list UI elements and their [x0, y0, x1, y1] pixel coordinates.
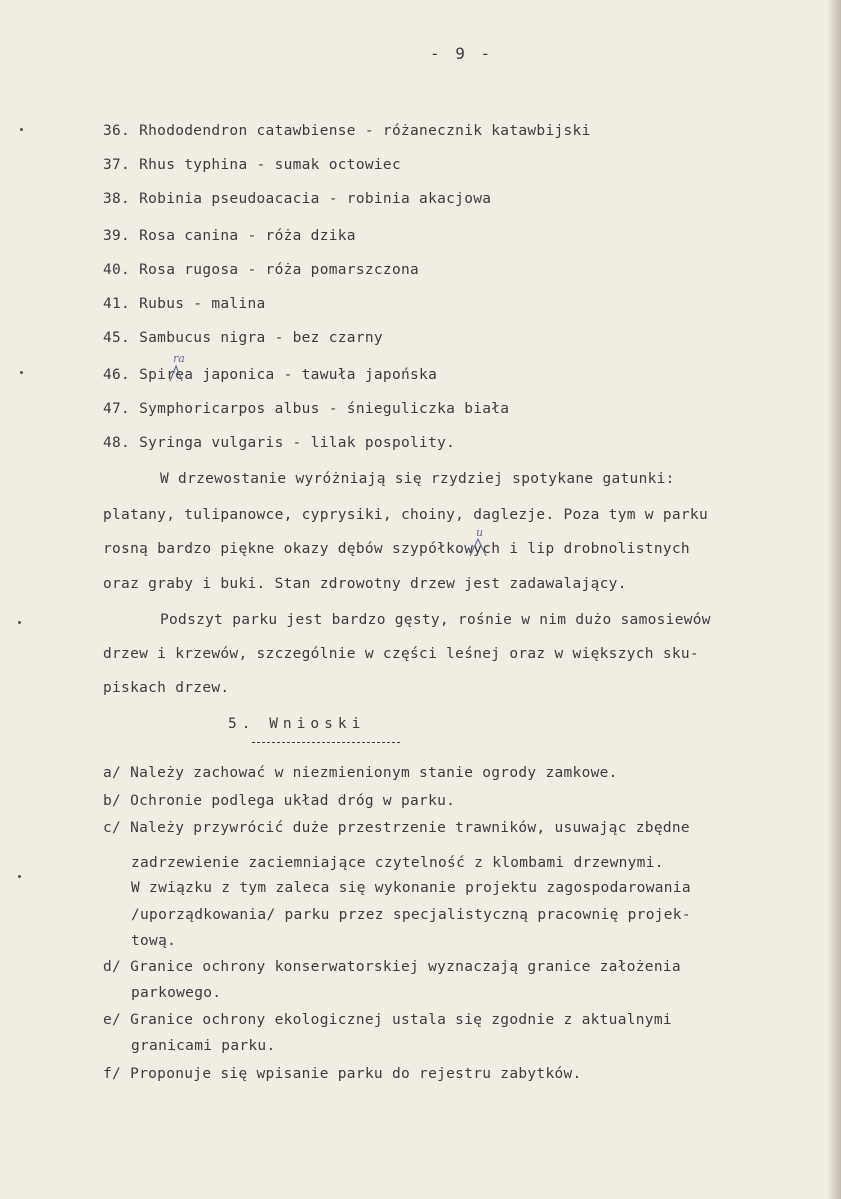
conclusion-item: a/ Należy zachować w niezmienionym stanie ogrody zamkowe.	[103, 765, 618, 781]
list-item: 45. Sambucus nigra - bez czarny	[103, 330, 383, 346]
punch-mark	[18, 621, 21, 624]
page-number: - 9 -	[430, 44, 494, 63]
list-item: 46. Spirea japonica - tawuła japońska	[103, 367, 438, 383]
conclusion-line: /uporządkowania/ parku przez specjalistyczną pracownię projek-	[131, 907, 691, 923]
list-item: 40. Rosa rugosa - róża pomarszczona	[103, 262, 420, 278]
annotation-note: u	[476, 526, 484, 539]
heading-underline	[252, 742, 400, 743]
paragraph-line: platany, tulipanowce, cyprysiki, choiny, daglezje. Poza tym w parku	[103, 507, 708, 523]
list-item: 39. Rosa canina - róża dzika	[103, 228, 356, 244]
conclusion-line: W związku z tym zaleca się wykonanie projektu zagospodarowania	[131, 880, 691, 896]
punch-mark	[20, 128, 23, 131]
paragraph-line: oraz graby i buki. Stan zdrowotny drzew jest zadawalający.	[103, 576, 627, 592]
conclusion-line: parkowego.	[131, 985, 222, 1001]
conclusion-item: f/ Proponuje się wpisanie parku do rejestru zabytków.	[103, 1066, 582, 1082]
conclusion-line: tową.	[131, 933, 177, 949]
punch-mark	[18, 875, 21, 878]
conclusion-item: c/ Należy przywrócić duże przestrzenie trawników, usuwając zbędne	[103, 820, 690, 836]
section-heading: 5. Wnioski	[228, 716, 366, 732]
list-item: 41. Rubus - malina	[103, 296, 266, 312]
conclusion-line: zadrzewienie zaciemniające czytelność z klombami drzewnymi.	[131, 855, 664, 871]
paragraph-line: drzew i krzewów, szczególnie w części leśnej oraz w większych sku-	[103, 646, 699, 662]
conclusion-line: granicami parku.	[131, 1038, 276, 1054]
list-item: 47. Symphoricarpos albus - śnieguliczka biała	[103, 401, 510, 417]
punch-mark	[20, 371, 23, 374]
conclusion-item: d/ Granice ochrony konserwatorskiej wyznaczają granice założenia	[103, 959, 681, 975]
conclusion-item: b/ Ochronie podlega układ dróg w parku.	[103, 793, 456, 809]
list-item: 36. Rhododendron catawbiense - różanecznik katawbijski	[103, 123, 591, 139]
list-item: 37. Rhus typhina - sumak octowiec	[103, 157, 401, 173]
annotation-note: ra	[173, 352, 185, 365]
paragraph-line: rosną bardzo piękne okazy dębów szypółkowych i lip drobnolistnych	[103, 541, 690, 557]
page-edge-shadow	[827, 0, 841, 1199]
conclusion-item: e/ Granice ochrony ekologicznej ustala się zgodnie z aktualnymi	[103, 1012, 672, 1028]
list-item: 48. Syringa vulgaris - lilak pospolity.	[103, 435, 456, 451]
list-item: 38. Robinia pseudoacacia - robinia akacjowa	[103, 191, 492, 207]
paragraph-line: W drzewostanie wyróżniają się rzydziej spotykane gatunki:	[160, 471, 675, 487]
paragraph-line: Podszyt parku jest bardzo gęsty, rośnie w nim dużo samosiewów	[160, 612, 711, 628]
paragraph-line: piskach drzew.	[103, 680, 230, 696]
